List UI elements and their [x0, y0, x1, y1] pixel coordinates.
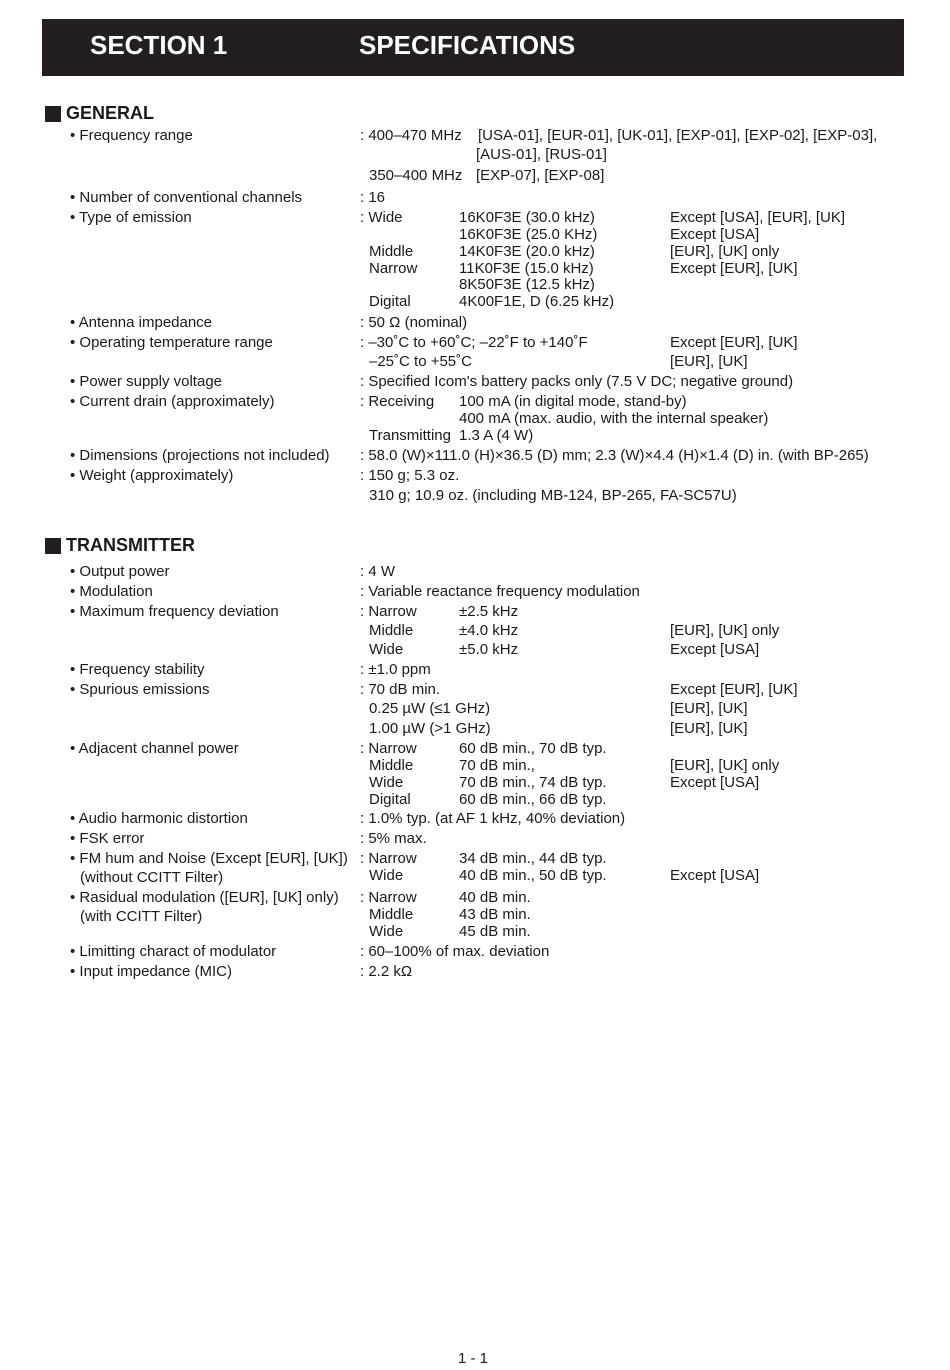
page-number: 1 - 1 — [457, 1350, 488, 1367]
spec-value: –25˚C to +55˚C — [369, 353, 472, 370]
spec-label: • Frequency range — [70, 127, 193, 144]
spec-mode: : Narrow — [360, 740, 417, 757]
spec-value: 1.00 µW (>1 GHz) — [369, 720, 491, 737]
spec-value: 4K00F1E, D (6.25 kHz) — [459, 293, 615, 310]
spec-label: • Operating temperature range — [70, 334, 273, 351]
transmitter-heading-text: TRANSMITTER — [66, 535, 195, 555]
spec-label: • Modulation — [70, 583, 153, 600]
section-header — [42, 19, 904, 76]
spec-label: • Output power — [70, 563, 170, 580]
square-bullet-icon — [45, 106, 61, 122]
spec-label: • Dimensions (projections not included) — [70, 447, 330, 464]
general-heading-text: GENERAL — [66, 103, 155, 123]
spec-value: 16K0F3E (25.0 KHz) — [459, 226, 598, 243]
spec-value: 310 g; 10.9 oz. (including MB-124, BP-265, FA-SC57U) — [369, 487, 737, 504]
spec-label: • Number of conventional channels — [70, 189, 303, 206]
spec-note: [EUR], [UK] — [670, 700, 748, 717]
spec-mode: Transmitting — [369, 427, 451, 444]
spec-note: [EUR], [UK] — [670, 353, 748, 370]
spec-note: Except [USA] — [670, 774, 760, 791]
spec-value: 45 dB min. — [459, 923, 531, 940]
spec-label: • Rasidual modulation ([EUR], [UK] only) — [70, 889, 339, 906]
spec-value: : –30˚C to +60˚C; –22˚F to +140˚F — [360, 334, 588, 351]
spec-note: Except [USA] — [670, 641, 760, 658]
spec-mode: Wide — [369, 641, 404, 658]
spec-value: 16K0F3E (30.0 kHz) — [459, 209, 595, 226]
spec-label: • Maximum frequency deviation — [70, 603, 279, 620]
spec-note: [EUR], [UK] only — [670, 622, 780, 639]
spec-mode: Digital — [369, 293, 411, 310]
spec-mode: Wide — [369, 923, 404, 940]
spec-label: • Antenna impedance — [70, 314, 213, 331]
spec-mode: : Receiving — [360, 393, 435, 410]
spec-mode: : Narrow — [360, 850, 417, 867]
spec-note: Except [USA] — [670, 226, 760, 243]
spec-value: 60 dB min., 70 dB typ. — [459, 740, 607, 757]
spec-value: : 2.2 kΩ — [360, 963, 413, 980]
spec-note: Except [EUR], [UK] — [670, 334, 798, 351]
spec-value: 70 dB min., — [459, 757, 535, 774]
spec-mode: Middle — [369, 243, 414, 260]
spec-value: ±5.0 kHz — [459, 641, 519, 658]
spec-label: (with CCITT Filter) — [80, 908, 203, 925]
spec-value: 70 dB min., 74 dB typ. — [459, 774, 607, 791]
spec-note: [EUR], [UK] only — [670, 757, 780, 774]
spec-label: • Power supply voltage — [70, 373, 222, 390]
transmitter-heading — [45, 535, 195, 556]
spec-value: 0.25 µW (≤1 GHz) — [369, 700, 491, 717]
spec-mode: Wide — [369, 774, 404, 791]
spec-value: : 1.0% typ. (at AF 1 kHz, 40% deviation) — [360, 810, 626, 827]
spec-value: 40 dB min. — [459, 889, 531, 906]
general-heading — [45, 103, 154, 124]
spec-value: : 60–100% of max. deviation — [360, 943, 550, 960]
spec-region: [AUS-01], [RUS-01] — [476, 146, 607, 163]
spec-label: (without CCITT Filter) — [80, 869, 224, 886]
spec-mode: Middle — [369, 622, 414, 639]
spec-mode: Middle — [369, 757, 414, 774]
spec-value: : 400–470 MHz — [360, 127, 462, 144]
spec-region: [EXP-07], [EXP-08] — [476, 167, 605, 184]
spec-label: • Type of emission — [70, 209, 192, 226]
spec-mode: Wide — [369, 867, 404, 884]
spec-value: : Variable reactance frequency modulation — [360, 583, 640, 600]
spec-value: : 4 W — [360, 563, 396, 580]
spec-label: • FSK error — [70, 830, 145, 847]
spec-note: Except [EUR], [UK] — [670, 260, 798, 277]
spec-value: 350–400 MHz — [369, 167, 463, 184]
spec-value: 8K50F3E (12.5 kHz) — [459, 276, 595, 293]
spec-value: ±2.5 kHz — [459, 603, 519, 620]
spec-value: : ±1.0 ppm — [360, 661, 431, 678]
spec-value: 34 dB min., 44 dB typ. — [459, 850, 607, 867]
spec-label: • Current drain (approximately) — [70, 393, 275, 410]
spec-value: : 58.0 (W)×111.0 (H)×36.5 (D) mm; 2.3 (W)×4.4 (H)×1.4 (D) in. (with BP-265) — [360, 447, 869, 464]
spec-value: 43 dB min. — [459, 906, 531, 923]
spec-mode: : Narrow — [360, 889, 417, 906]
spec-value: 40 dB min., 50 dB typ. — [459, 867, 607, 884]
spec-mode: : Wide — [360, 209, 403, 226]
spec-value: : 150 g; 5.3 oz. — [360, 467, 460, 484]
spec-mode: Digital — [369, 791, 411, 808]
spec-note: Except [USA], [EUR], [UK] — [670, 209, 846, 226]
spec-mode: Middle — [369, 906, 414, 923]
spec-note: [EUR], [UK] only — [670, 243, 780, 260]
spec-label: • Adjacent channel power — [70, 740, 239, 757]
spec-value: : 16 — [360, 189, 386, 206]
spec-label: • Audio harmonic distortion — [70, 810, 248, 827]
spec-value: : 5% max. — [360, 830, 427, 847]
page-title: SPECIFICATIONS — [359, 30, 576, 60]
spec-value: 14K0F3E (20.0 kHz) — [459, 243, 595, 260]
spec-note: [EUR], [UK] — [670, 720, 748, 737]
section-number: SECTION 1 — [90, 30, 228, 60]
spec-value: 60 dB min., 66 dB typ. — [459, 791, 607, 808]
spec-mode: : Narrow — [360, 603, 417, 620]
spec-label: • Weight (approximately) — [70, 467, 234, 484]
spec-label: • Spurious emissions — [70, 681, 210, 698]
spec-note: Except [EUR], [UK] — [670, 681, 798, 698]
spec-value: 11K0F3E (15.0 kHz) — [459, 260, 594, 277]
spec-label: • FM hum and Noise (Except [EUR], [UK]) — [70, 850, 348, 867]
square-bullet-icon — [45, 538, 61, 554]
spec-region: [USA-01], [EUR-01], [UK-01], [EXP-01], [EXP-02], [EXP-03], — [478, 127, 878, 144]
spec-value: : 70 dB min. — [360, 681, 441, 698]
spec-label: • Limitting charact of modulator — [70, 943, 277, 960]
spec-label: • Frequency stability — [70, 661, 205, 678]
spec-value: : Specified Icom's battery packs only (7.5 V DC; negative ground) — [360, 373, 794, 390]
spec-value: 400 mA (max. audio, with the internal speaker) — [459, 410, 769, 427]
spec-value: : 50 Ω (nominal) — [360, 314, 468, 331]
spec-value: 1.3 A (4 W) — [459, 427, 534, 444]
spec-mode: Narrow — [369, 260, 418, 277]
spec-value: ±4.0 kHz — [459, 622, 519, 639]
spec-label: • Input impedance (MIC) — [70, 963, 232, 980]
spec-note: Except [USA] — [670, 867, 760, 884]
spec-value: 100 mA (in digital mode, stand-by) — [459, 393, 687, 410]
